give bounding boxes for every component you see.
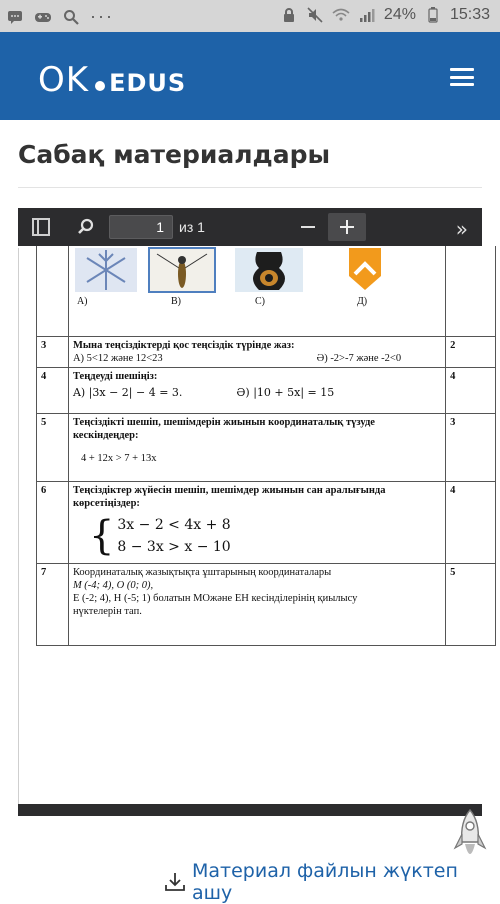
image-label-c: C) (254, 296, 265, 307)
task-number: 4 (37, 367, 69, 413)
task-part-b: Ә) -2>-7 және -2<0 (316, 352, 402, 364)
download-icon (164, 871, 186, 893)
image-label-b: B) (170, 296, 181, 307)
gamepad-icon (34, 8, 52, 26)
task-points: 4 (446, 481, 496, 563)
task-line: M (-4; 4), O (0; 0), (72, 579, 154, 591)
page-title: Сабақ материалдары (18, 140, 331, 169)
site-logo[interactable] (38, 60, 186, 100)
task-points: 5 (446, 563, 496, 645)
pdf-viewer-bottom-bar (18, 804, 482, 816)
mute-icon (306, 6, 324, 24)
inequality-system: { 3x − 2 < 4x + 8 8 − 3x > x − 10 (88, 513, 231, 559)
snowflake-image (75, 248, 137, 292)
search-icon[interactable] (76, 217, 96, 237)
vase-image (235, 248, 303, 292)
system-line-1: 3x − 2 < 4x + 8 (117, 517, 231, 533)
task-points: 2 (446, 336, 496, 367)
tools-chevron-icon[interactable]: » (455, 217, 468, 241)
image-label-d: Д) (356, 296, 368, 307)
task-number: 6 (37, 481, 69, 563)
page-number-input[interactable]: 1 (109, 215, 173, 239)
battery-percent: 24% (383, 6, 416, 23)
pdf-toolbar (18, 208, 482, 246)
insect-image (149, 248, 215, 292)
table-row (37, 336, 496, 367)
divider (18, 187, 482, 188)
ribbon-image (335, 248, 395, 292)
page-count-label: из 1 (179, 219, 205, 235)
menu-icon[interactable] (450, 68, 474, 86)
wifi-icon (332, 6, 350, 24)
clock: 15:33 (449, 6, 490, 23)
task-title: Теңсіздікті шешіп, шешімдерін жиынын координаталық түзуде кескіндеңдер: (72, 416, 375, 441)
image-label-a: A) (76, 296, 88, 307)
task-title: Мына теңсіздіктерді қос теңсіздік түрінде жаз: (72, 339, 295, 351)
task-points: 4 (446, 367, 496, 413)
task-table (36, 246, 496, 646)
table-row (37, 481, 496, 563)
sidebar-toggle-icon[interactable] (32, 218, 50, 236)
task-expression: 4 + 12x > 7 + 13x (80, 453, 157, 464)
task-title: Теңдеуді шешіңіз: (72, 370, 158, 382)
task-number: 5 (37, 413, 69, 481)
chat-bubble-icon (6, 8, 24, 26)
task-part-a: A) 5<12 және 12<23 (72, 352, 163, 364)
task-line: нүктелерін тап. (72, 606, 142, 618)
task-part-a: A) |3x − 2| − 4 = 3. (72, 385, 183, 399)
answer-images (73, 248, 441, 328)
signal-icon (358, 6, 376, 24)
logo-ok-text: OK (38, 60, 90, 100)
logo-edus-text: EDUS (109, 69, 187, 97)
task-number: 7 (37, 563, 69, 645)
overflow-dots: ··· (90, 6, 114, 26)
zoom-in-button[interactable] (328, 213, 366, 241)
status-bar (0, 0, 500, 32)
task-number: 3 (37, 336, 69, 367)
table-row (37, 367, 496, 413)
lock-icon (280, 6, 298, 24)
task-part-b: Ә) |10 + 5x| = 15 (236, 385, 335, 399)
download-link[interactable] (164, 860, 500, 904)
system-line-2: 8 − 3x > x − 10 (117, 539, 231, 555)
table-row (37, 246, 496, 336)
download-label: Материал файлын жүктеп ашу (192, 860, 458, 904)
zoom-out-icon[interactable] (301, 226, 315, 228)
app-header (0, 32, 500, 120)
task-points: 3 (446, 413, 496, 481)
task-title: Теңсіздіктер жүйесін шешіп, шешімдер жиынын сан аралығында көрсетіңіздер: (72, 484, 386, 509)
search-icon (62, 8, 80, 26)
logo-dot (95, 81, 105, 91)
table-row (37, 563, 496, 645)
pdf-viewer[interactable] (18, 208, 482, 816)
task-line: Координаталық жазықтықта ұштарының координаталары (72, 566, 332, 578)
task-line: E (-2; 4), H (-5; 1) болатын MOжәне EH кесінділерінің қиылысу (72, 593, 358, 604)
battery-icon (424, 6, 442, 24)
table-row (37, 413, 496, 481)
